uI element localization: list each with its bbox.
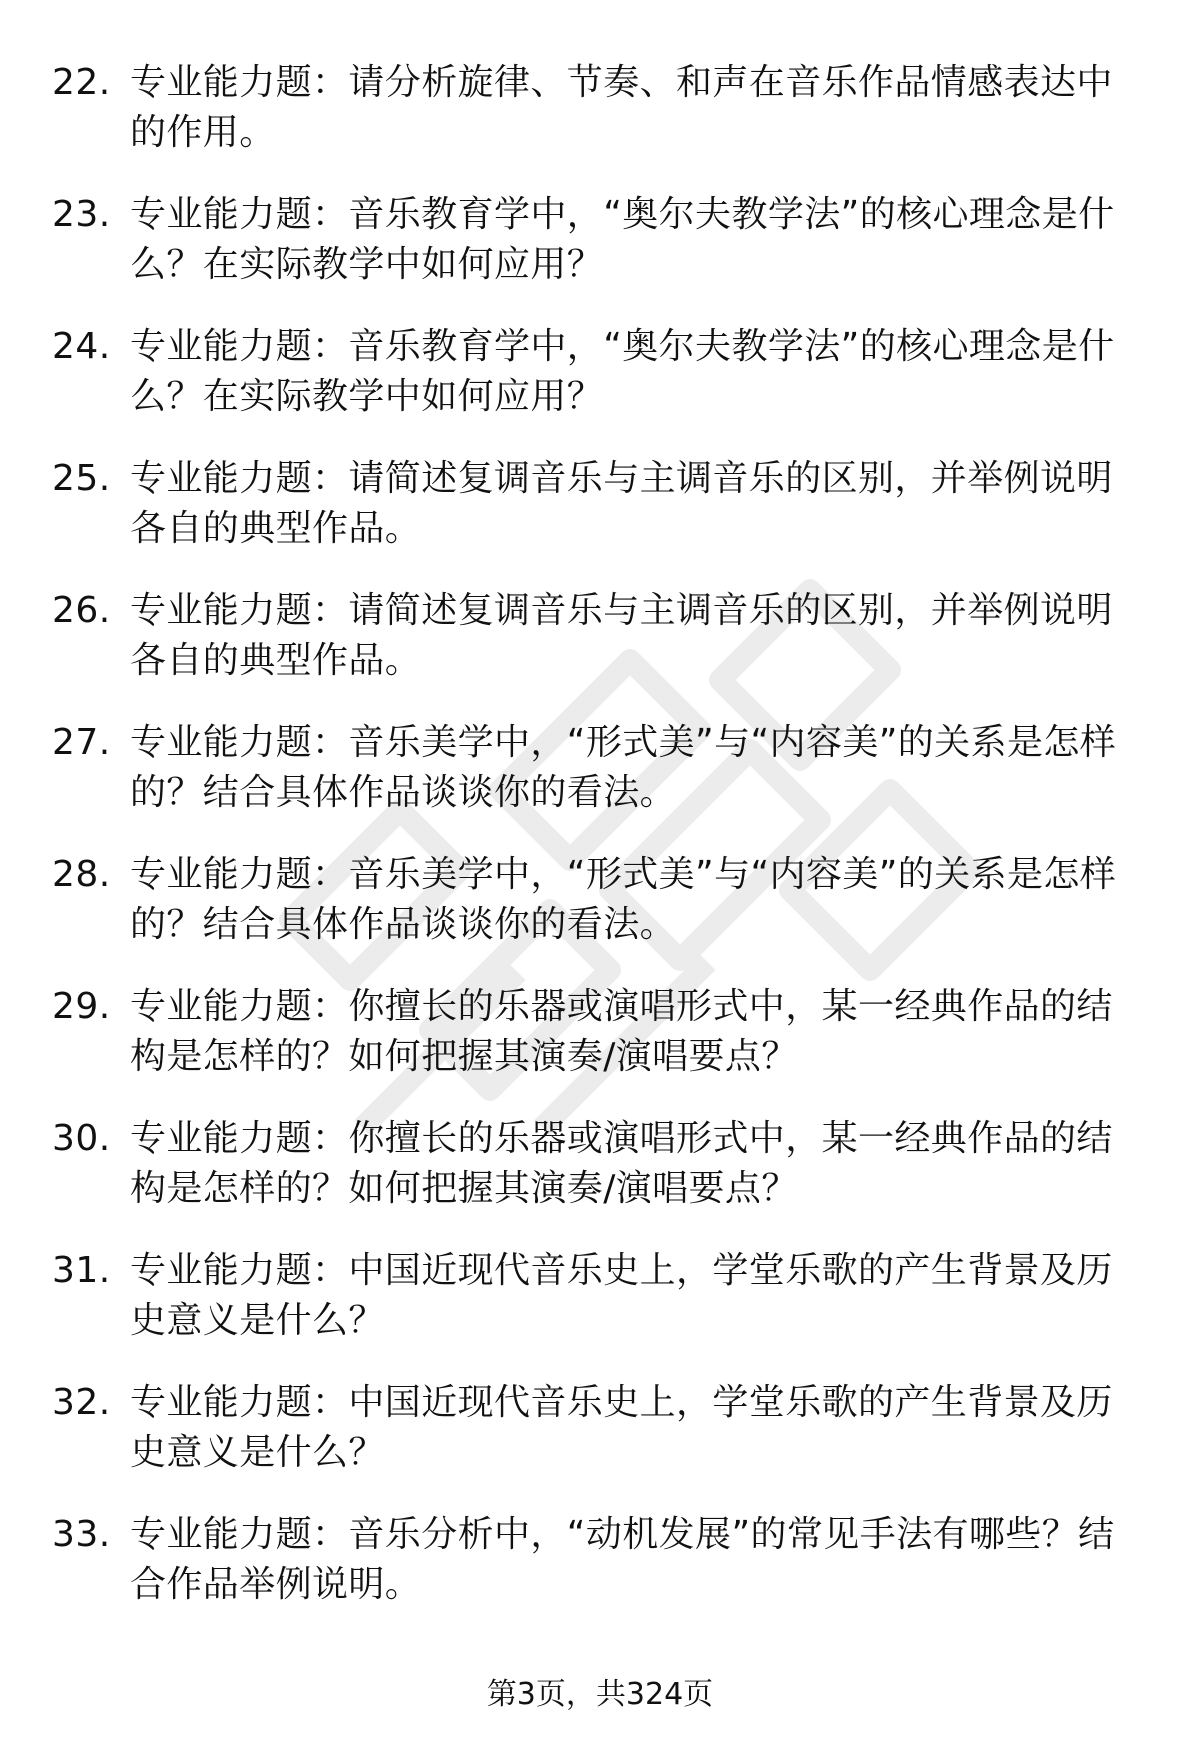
question-number: 22. bbox=[52, 62, 111, 103]
question-item bbox=[52, 718, 1152, 850]
question-number: 31. bbox=[52, 1250, 111, 1291]
question-number: 27. bbox=[52, 722, 111, 763]
question-item bbox=[52, 322, 1152, 454]
question-number: 23. bbox=[52, 194, 111, 235]
question-text: 专业能力题：音乐教育学中，“奥尔夫教学法”的核心理念是什么？在实际教学中如何应用？ bbox=[130, 194, 1115, 285]
question-list bbox=[52, 58, 1152, 1642]
question-number: 28. bbox=[52, 854, 111, 895]
question-number: 32. bbox=[52, 1382, 111, 1423]
question-item bbox=[52, 850, 1152, 982]
question-text: 专业能力题：音乐分析中，“动机发展”的常见手法有哪些？结合作品举例说明。 bbox=[130, 1514, 1115, 1605]
question-item bbox=[52, 982, 1152, 1114]
question-item bbox=[52, 190, 1152, 322]
question-number: 30. bbox=[52, 1118, 111, 1159]
question-number: 24. bbox=[52, 326, 111, 367]
question-item bbox=[52, 1114, 1152, 1246]
question-text: 专业能力题：中国近现代音乐史上，学堂乐歌的产生背景及历史意义是什么？ bbox=[130, 1250, 1113, 1341]
question-text: 专业能力题：请分析旋律、节奏、和声在音乐作品情感表达中的作用。 bbox=[130, 62, 1113, 153]
question-text: 专业能力题：音乐美学中，“形式美”与“内容美”的关系是怎样的？结合具体作品谈谈你的看法。 bbox=[130, 854, 1117, 945]
question-item bbox=[52, 1378, 1152, 1510]
question-item bbox=[52, 1510, 1152, 1642]
question-text: 专业能力题：你擅长的乐器或演唱形式中，某一经典作品的结构是怎样的？如何把握其演奏/演唱要点？ bbox=[130, 986, 1113, 1077]
question-number: 29. bbox=[52, 986, 111, 1027]
question-number: 26. bbox=[52, 590, 111, 631]
question-text: 专业能力题：你擅长的乐器或演唱形式中，某一经典作品的结构是怎样的？如何把握其演奏/演唱要点？ bbox=[130, 1118, 1113, 1209]
question-item bbox=[52, 454, 1152, 586]
question-text: 专业能力题：中国近现代音乐史上，学堂乐歌的产生背景及历史意义是什么？ bbox=[130, 1382, 1113, 1473]
question-number: 33. bbox=[52, 1514, 111, 1555]
page-number-footer: 第3页，共324页 bbox=[486, 1677, 714, 1712]
question-text: 专业能力题：请简述复调音乐与主调音乐的区别，并举例说明各自的典型作品。 bbox=[130, 458, 1113, 549]
question-item bbox=[52, 1246, 1152, 1378]
question-item bbox=[52, 58, 1152, 190]
question-text: 专业能力题：音乐教育学中，“奥尔夫教学法”的核心理念是什么？在实际教学中如何应用？ bbox=[130, 326, 1115, 417]
question-text: 专业能力题：请简述复调音乐与主调音乐的区别，并举例说明各自的典型作品。 bbox=[130, 590, 1113, 681]
question-item bbox=[52, 586, 1152, 718]
question-text: 专业能力题：音乐美学中，“形式美”与“内容美”的关系是怎样的？结合具体作品谈谈你的看法。 bbox=[130, 722, 1117, 813]
question-number: 25. bbox=[52, 458, 111, 499]
